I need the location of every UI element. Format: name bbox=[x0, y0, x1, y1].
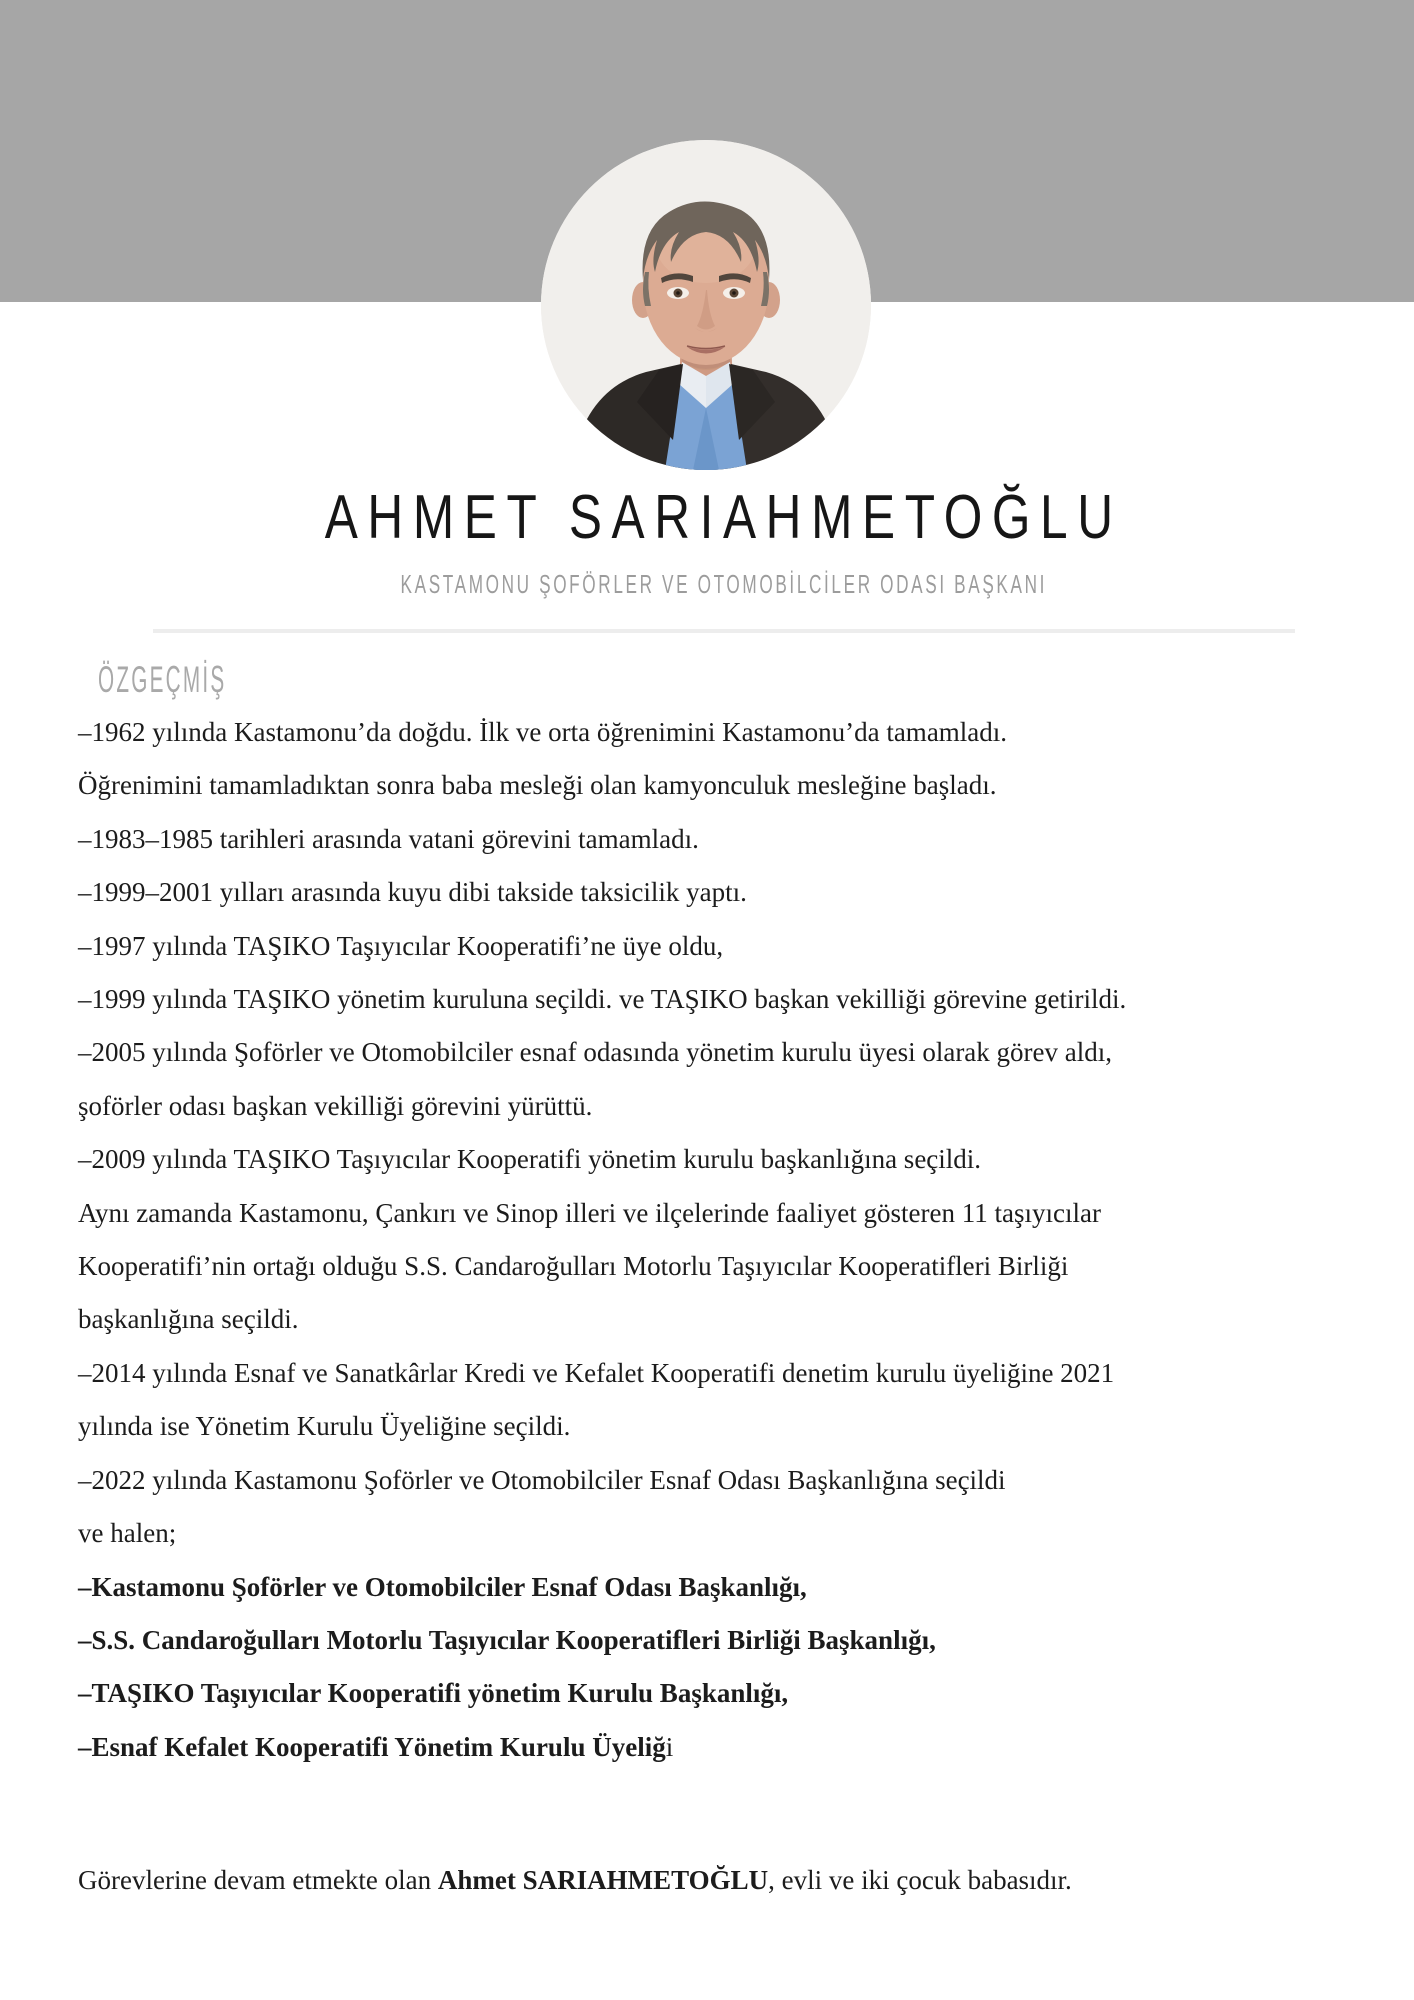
bio-text-bold: Ahmet SARIAHMETOĞLU bbox=[437, 1865, 769, 1896]
bio-text: i bbox=[665, 1731, 674, 1762]
bio-text: –1999 yılında TAŞIKO yönetim kuruluna seçildi. ve TAŞIKO başkan vekilliği görevine getirildi. bbox=[78, 984, 1127, 1015]
person-name-text: AHMET SARIAHMETOĞLU bbox=[325, 483, 1123, 552]
bio-text: Kooperatifi’nin ortağı olduğu S.S. Candaroğulları Motorlu Taşıyıcılar Kooperatifleri Birliği bbox=[78, 1251, 1069, 1282]
bio-line bbox=[78, 759, 1358, 812]
bio-text: başkanlığına seçildi. bbox=[78, 1304, 299, 1335]
avatar bbox=[541, 140, 871, 470]
bio-text: –1997 yılında TAŞIKO Taşıyıcılar Kooperatifi’ne üye oldu, bbox=[78, 930, 724, 961]
bio-text: –2005 yılında Şoförler ve Otomobilciler esnaf odasında yönetim kurulu üyesi olarak görev aldı, bbox=[78, 1037, 1113, 1068]
bio-line bbox=[78, 1854, 1358, 1907]
bio-line bbox=[78, 1080, 1358, 1133]
bio-line bbox=[78, 866, 1358, 919]
bio-text-bold: –Kastamonu Şoförler ve Otomobilciler Esnaf Odası Başkanlığı, bbox=[78, 1571, 807, 1602]
portrait-photo bbox=[541, 140, 871, 470]
bio-line bbox=[78, 1026, 1358, 1079]
bio-line bbox=[78, 1721, 1358, 1774]
bio-line bbox=[78, 1667, 1358, 1720]
bio-text: –2009 yılında TAŞIKO Taşıyıcılar Kooperatifi yönetim kurulu başkanlığına seçildi. bbox=[78, 1144, 982, 1175]
bio-text-bold: –Esnaf Kefalet Kooperatifi Yönetim Kurulu Üyeliğ bbox=[78, 1731, 666, 1762]
section-heading-text: ÖZGEÇMİŞ bbox=[98, 659, 227, 700]
bio-text: –1983–1985 tarihleri arasında vatani görevini tamamladı. bbox=[78, 823, 699, 854]
divider-line bbox=[153, 629, 1295, 633]
bio-text: –1962 yılında Kastamonu’da doğdu. İlk ve orta öğrenimini Kastamonu’da tamamladı. bbox=[78, 717, 1008, 747]
bio-text: , evli ve iki çocuk babasıdır. bbox=[768, 1865, 1072, 1896]
bio-line bbox=[78, 1133, 1358, 1186]
bio-line bbox=[78, 973, 1358, 1026]
bio-line bbox=[78, 1187, 1358, 1240]
bio-line bbox=[78, 1400, 1358, 1453]
bio-text: Aynı zamanda Kastamonu, Çankırı ve Sinop illeri ve ilçelerinde faaliyet gösteren 11 taşıyıcılar bbox=[78, 1197, 1101, 1228]
bio-line bbox=[78, 920, 1358, 973]
page-title bbox=[153, 483, 1295, 552]
bio-text-bold: –TAŞIKO Taşıyıcılar Kooperatifi yönetim Kurulu Başkanlığı, bbox=[78, 1678, 789, 1709]
bio-text: –2014 yılında Esnaf ve Sanatkârlar Kredi ve Kefalet Kooperatifi denetim kurulu üyeliğine 2021 bbox=[78, 1357, 1115, 1388]
bio-line bbox=[78, 1507, 1358, 1560]
bio-text: ve halen; bbox=[78, 1518, 177, 1549]
person-subtitle-text: KASTAMONU ŞOFÖRLER VE OTOMOBİLCİLER ODASI BAŞKANI bbox=[400, 569, 1048, 599]
bio-line bbox=[78, 706, 1358, 759]
bio-text: Öğrenimini tamamladıktan sonra baba mesleği olan kamyonculuk mesleğine başladı. bbox=[78, 770, 997, 801]
person-subtitle bbox=[153, 571, 1295, 597]
bio-text: –1999–2001 yılları arasında kuyu dibi takside taksicilik yaptı. bbox=[78, 877, 747, 908]
bio-line bbox=[78, 1561, 1358, 1614]
bio-line bbox=[78, 1614, 1358, 1667]
bio-text: yılında ise Yönetim Kurulu Üyeliğine seçildi. bbox=[78, 1411, 571, 1442]
bio-text: şoförler odası başkan vekilliği görevini yürüttü. bbox=[78, 1090, 593, 1121]
bio-lines bbox=[78, 706, 1358, 1908]
bio-text: –2022 yılında Kastamonu Şoförler ve Otomobilciler Esnaf Odası Başkanlığına seçildi bbox=[78, 1464, 1006, 1495]
bio-line bbox=[78, 1347, 1358, 1400]
bio-line bbox=[78, 1240, 1358, 1293]
bio-line bbox=[78, 1293, 1358, 1346]
bio-text: Görevlerine devam etmekte olan bbox=[78, 1865, 438, 1896]
bio-text-bold: –S.S. Candaroğulları Motorlu Taşıyıcılar Kooperatifleri Birliği Başkanlığı, bbox=[78, 1624, 936, 1655]
section-heading bbox=[98, 661, 327, 698]
bio-line bbox=[78, 1454, 1358, 1507]
bio-line bbox=[78, 813, 1358, 866]
